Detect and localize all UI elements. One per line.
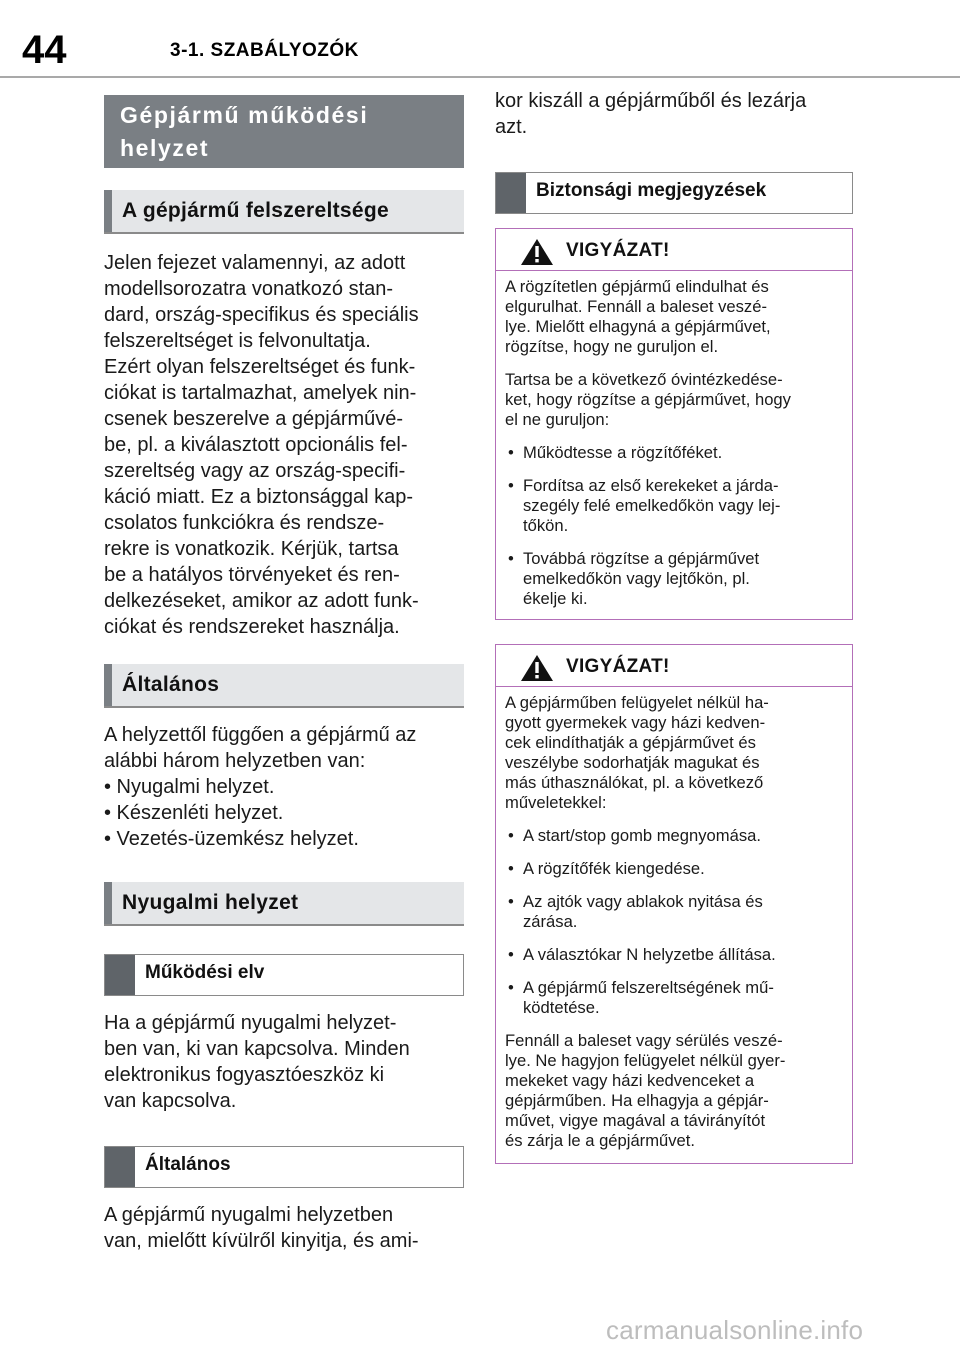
list-item: • Nyugalmi helyzet. xyxy=(104,776,275,798)
warning-paragraph xyxy=(505,693,842,813)
text-line: ködtetése. xyxy=(523,998,600,1017)
text-line: gyott gyermekek vagy házi kedven- xyxy=(505,713,766,732)
text-line: van, mielőtt kívülről kinyitja, és ami- xyxy=(104,1230,419,1252)
text-line: ket, hogy rögzítse a gépjárművet, hogy xyxy=(505,390,791,409)
text-line: el ne guruljon: xyxy=(505,410,610,429)
subheading-label: A gépjármű felszereltsége xyxy=(122,199,389,222)
text-line: • A gépjármű felszereltségének mű- xyxy=(523,978,774,997)
text-line: csenek beszerelve a gépjárművé- xyxy=(104,408,404,430)
text-line: be, pl. a kiválasztott opcionális fel- xyxy=(104,434,408,456)
box-heading-label: Biztonsági megjegyzések xyxy=(536,180,767,201)
text-line: cek elindíthatják a gépjárművet és xyxy=(505,733,756,752)
right-column xyxy=(495,88,853,1164)
section-title xyxy=(104,95,464,168)
text-line: elektronikus fogyasztóeszköz ki xyxy=(104,1064,385,1086)
text-line: veszélybe sodorhatják magukat és xyxy=(505,753,760,772)
box-heading-block xyxy=(496,173,526,213)
text-line: ben van, ki van kapcsolva. Minden xyxy=(104,1038,410,1060)
box-heading-general xyxy=(104,1146,464,1188)
warning-triangle-icon xyxy=(520,238,554,266)
text-line: ciókat is tartalmazhat, amelyek nin- xyxy=(104,382,417,404)
box-heading-label: Működési elv xyxy=(145,962,265,983)
text-line: ciókat és rendszereket használja. xyxy=(104,616,400,638)
text-line: • Működtesse a rögzítőféket. xyxy=(523,443,723,462)
text-line: be a hatályos törvényeket és ren- xyxy=(104,564,400,586)
text-line: • A választókar N helyzetbe állítása. xyxy=(523,945,776,964)
warning-body xyxy=(496,687,852,1163)
warning-triangle-icon xyxy=(520,654,554,682)
text-line: • Továbbá rögzítse a gépjárművet xyxy=(523,549,760,568)
list-item xyxy=(505,859,842,879)
text-line: Ezért olyan felszereltséget és funk- xyxy=(104,356,416,378)
text-line: és zárja le a gépjárművet. xyxy=(505,1131,696,1150)
text-line: Ha a gépjármű nyugalmi helyzet- xyxy=(104,1012,397,1034)
text-line: művet, vigye magával a távirányítót xyxy=(505,1111,766,1130)
paragraph-general xyxy=(104,722,464,774)
text-line: más úthasználókat, pl. a következő xyxy=(505,773,764,792)
text-line: lye. Mielőtt elhagyná a gépjárművet, xyxy=(505,317,771,336)
text-line: elgurulhat. Fennáll a baleset veszé- xyxy=(505,297,767,316)
list-item xyxy=(505,476,842,536)
text-line: Fennáll a baleset vagy sérülés veszé- xyxy=(505,1031,783,1050)
text-line: ékelje ki. xyxy=(523,589,588,608)
text-line: delkezéseket, amikor az adott funk- xyxy=(104,590,419,612)
text-line: csolatos funkciókra és rendsze- xyxy=(104,512,385,534)
text-line: műveletekkel: xyxy=(505,793,607,812)
list-item xyxy=(505,945,842,965)
warning-title: VIGYÁZAT! xyxy=(566,240,670,261)
subheading-rest-state xyxy=(104,882,464,926)
list-item: • Vezetés-üzemkész helyzet. xyxy=(104,828,359,850)
text-line: modellsorozatra vonatkozó stan- xyxy=(104,278,394,300)
text-line: dard, ország-specifikus és speciális xyxy=(104,304,419,326)
text-line: tőkön. xyxy=(523,516,569,535)
paragraph-rest-general xyxy=(104,1202,464,1254)
chapter-title: 3-1. SZABÁLYOZÓK xyxy=(170,40,359,61)
box-heading-block xyxy=(105,1147,135,1187)
list-item xyxy=(505,978,842,1018)
subheading-equipment xyxy=(104,190,464,234)
subheading-mark xyxy=(104,664,112,706)
text-line: A gépjármű nyugalmi helyzetben xyxy=(104,1204,394,1226)
warning-box xyxy=(495,228,853,620)
left-column xyxy=(104,95,464,1254)
subheading-general xyxy=(104,664,464,708)
section-title-line: Gépjármű működési xyxy=(120,102,369,128)
subheading-label: Nyugalmi helyzet xyxy=(122,891,299,914)
paragraph-continued xyxy=(495,88,853,140)
text-line: Jelen fejezet valamennyi, az adott xyxy=(104,252,406,274)
warning-title: VIGYÁZAT! xyxy=(566,656,670,677)
warning-paragraph xyxy=(505,277,842,357)
text-line: • Fordítsa az első kerekeket a járda- xyxy=(523,476,779,495)
box-heading-principle xyxy=(104,954,464,996)
state-list xyxy=(104,774,464,852)
text-line: káció miatt. Ez a biztonsággal kap- xyxy=(104,486,414,508)
text-line: lye. Ne hagyjon felügyelet nélkül gyer- xyxy=(505,1051,786,1070)
header-rule xyxy=(0,76,960,78)
paragraph-principle xyxy=(104,1010,464,1114)
warning-box xyxy=(495,644,853,1164)
list-item xyxy=(505,892,842,932)
paragraph-equipment xyxy=(104,250,464,640)
text-line: A helyzettől függően a gépjármű az xyxy=(104,724,417,746)
text-line: emelkedőkön vagy lejtőkön, pl. xyxy=(523,569,750,588)
subheading-mark xyxy=(104,882,112,924)
subheading-label: Általános xyxy=(122,673,220,696)
text-line: azt. xyxy=(495,116,528,138)
text-line: mekeket vagy házi kedvenceket a xyxy=(505,1071,755,1090)
warning-header xyxy=(496,645,852,687)
warning-list xyxy=(505,826,842,1018)
list-item xyxy=(505,443,842,463)
warning-body xyxy=(496,271,852,619)
text-line: zárása. xyxy=(523,912,578,931)
text-line: • Az ajtók vagy ablakok nyitása és xyxy=(523,892,763,911)
watermark: carmanualsonline.info xyxy=(606,1315,864,1345)
warning-header xyxy=(496,229,852,271)
box-heading-label: Általános xyxy=(145,1154,231,1175)
text-line: szereltség vagy az ország-specifi- xyxy=(104,460,406,482)
text-line: A rögzítetlen gépjármű elindulhat és xyxy=(505,277,769,296)
box-heading-block xyxy=(105,955,135,995)
text-line: A gépjárműben felügyelet nélkül ha- xyxy=(505,693,769,712)
box-heading-safety xyxy=(495,172,853,214)
subheading-mark xyxy=(104,190,112,232)
text-line: van kapcsolva. xyxy=(104,1090,237,1112)
warning-paragraph xyxy=(505,370,842,430)
section-title-line: helyzet xyxy=(120,135,210,161)
text-line: gépjárműben. Ha elhagyja a gépjár- xyxy=(505,1091,769,1110)
list-item xyxy=(505,549,842,609)
text-line: kor kiszáll a gépjárműből és lezárja xyxy=(495,90,807,112)
text-line: • A rögzítőfék kiengedése. xyxy=(523,859,705,878)
list-item: • Készenléti helyzet. xyxy=(104,802,284,824)
text-line: rekre is vonatkozik. Kérjük, tartsa xyxy=(104,538,399,560)
warning-list xyxy=(505,443,842,609)
text-line: rögzítse, hogy ne guruljon el. xyxy=(505,337,719,356)
text-line: felszereltséget is felvonultatja. xyxy=(104,330,371,352)
warning-paragraph xyxy=(505,1031,842,1151)
text-line: szegély felé emelkedőkön vagy lej- xyxy=(523,496,781,515)
text-line: alábbi három helyzetben van: xyxy=(104,750,366,772)
text-line: • A start/stop gomb megnyomása. xyxy=(523,826,761,845)
page-number: 44 xyxy=(22,28,67,72)
text-line: Tartsa be a következő óvintézkedése- xyxy=(505,370,783,389)
list-item xyxy=(505,826,842,846)
